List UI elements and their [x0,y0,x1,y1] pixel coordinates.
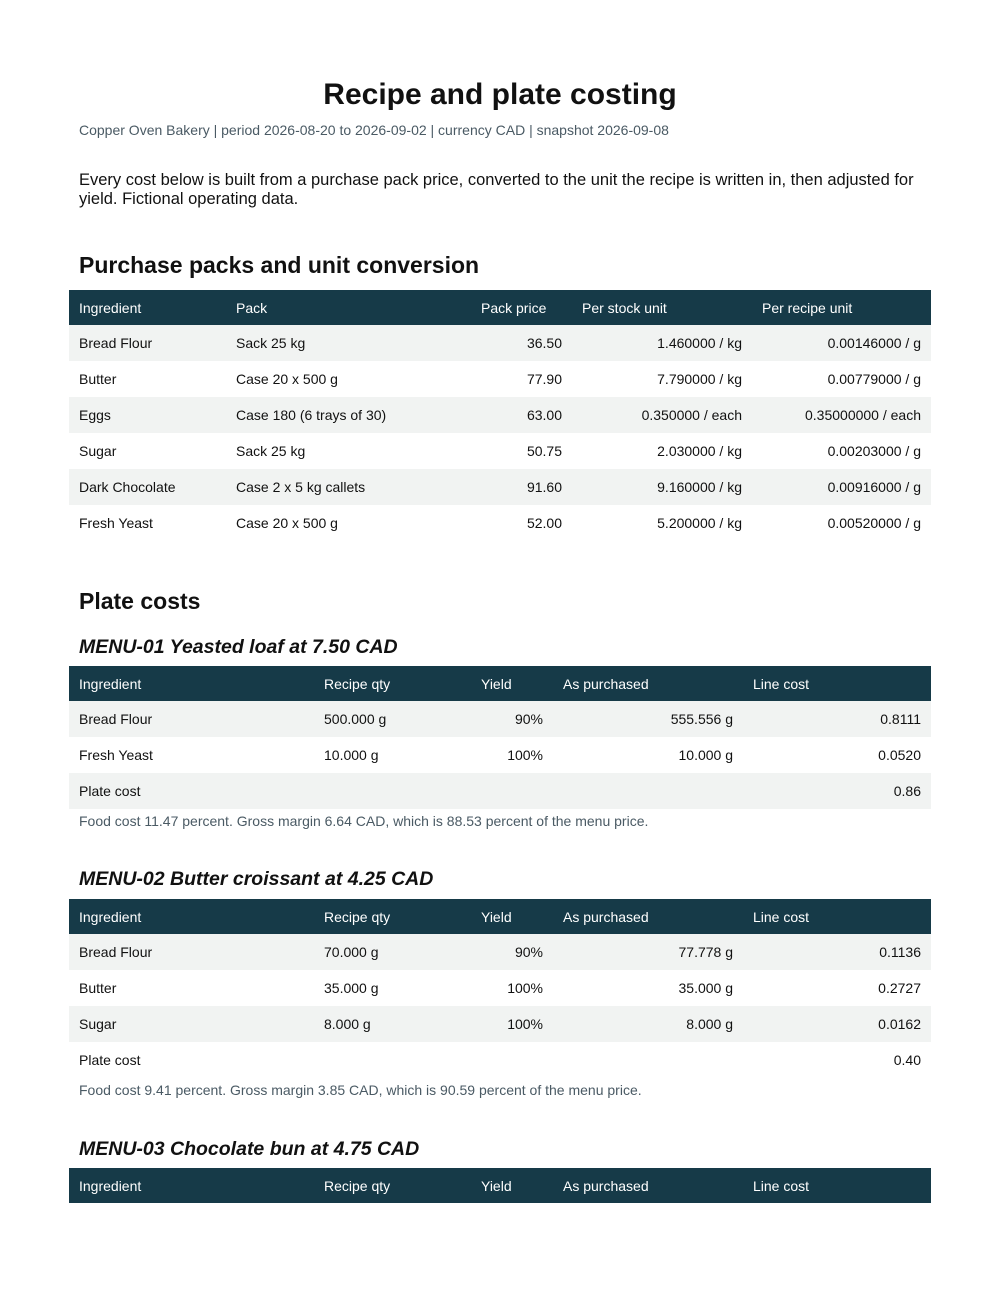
plate-cost-label: Plate cost [69,773,314,809]
packs-header-row [69,290,931,325]
pack-cell: Sack 25 kg [226,433,471,469]
ingredient-cell: Butter [69,361,226,397]
plate-cost-label: Plate cost [69,1042,314,1078]
pack-cell: Case 20 x 500 g [226,505,471,541]
per-recipe-unit-cell: 0.00520000 / g [752,505,931,541]
menu-title: MENU-03 Chocolate bun at 4.75 CAD [79,1138,420,1160]
yield-cell: 90% [471,934,553,970]
table-row [69,1006,931,1042]
ingredient-cell: Bread Flour [69,325,226,361]
ingredient-cell: Bread Flour [69,934,314,970]
per-recipe-unit-cell: 0.00916000 / g [752,469,931,505]
per-recipe-unit-cell: 0.00146000 / g [752,325,931,361]
pack-price-cell: 91.60 [471,469,572,505]
as-purchased-cell: 35.000 g [553,970,743,1006]
per-stock-unit-cell: 7.790000 / kg [572,361,752,397]
column-header: As purchased [553,899,743,934]
per-stock-unit-cell: 1.460000 / kg [572,325,752,361]
column-header: Line cost [743,899,931,934]
recipe-qty-cell: 10.000 g [314,737,471,773]
menu-note: Food cost 11.47 percent. Gross margin 6.64 CAD, which is 88.53 percent of the menu price. [79,813,649,829]
plate-cost-row [69,773,931,809]
line-cost-cell: 0.2727 [743,970,931,1006]
pack-price-cell: 52.00 [471,505,572,541]
column-header: Ingredient [69,899,314,934]
column-header: Line cost [743,666,931,701]
menu-table [69,899,931,1078]
ingredient-cell: Eggs [69,397,226,433]
pack-price-cell: 77.90 [471,361,572,397]
recipe-qty-cell: 8.000 g [314,1006,471,1042]
yield-cell: 100% [471,970,553,1006]
per-stock-unit-cell: 9.160000 / kg [572,469,752,505]
pack-price-cell: 36.50 [471,325,572,361]
pack-price-cell: 63.00 [471,397,572,433]
column-header: Line cost [743,1168,931,1203]
table-row [69,505,931,541]
as-purchased-cell: 10.000 g [553,737,743,773]
yield-cell: 100% [471,1006,553,1042]
yield-cell: 100% [471,737,553,773]
pack-cell: Case 2 x 5 kg callets [226,469,471,505]
ingredient-cell: Fresh Yeast [69,737,314,773]
ingredient-cell: Sugar [69,1006,314,1042]
pack-price-cell: 50.75 [471,433,572,469]
menu-note: Food cost 9.41 percent. Gross margin 3.85 CAD, which is 90.59 percent of the menu price. [79,1082,642,1098]
table-row [69,737,931,773]
table-row [69,469,931,505]
recipe-qty-cell: 35.000 g [314,970,471,1006]
column-header: Recipe qty [314,899,471,934]
per-stock-unit-cell: 5.200000 / kg [572,505,752,541]
column-header: As purchased [553,666,743,701]
plate-cost-row [69,1042,931,1078]
column-header: Recipe qty [314,666,471,701]
yield-cell: 90% [471,701,553,737]
intro-paragraph: Every cost below is built from a purchase pack price, converted to the unit the recipe is written in, then adjusted for yield. Fictional operating data. [79,171,914,208]
column-header: Ingredient [69,666,314,701]
pack-cell: Sack 25 kg [226,325,471,361]
table-row [69,397,931,433]
plate-cost-value: 0.86 [743,773,931,809]
recipe-qty-cell: 500.000 g [314,701,471,737]
ingredient-cell: Fresh Yeast [69,505,226,541]
pack-cell: Case 180 (6 trays of 30) [226,397,471,433]
recipe-qty-cell: 70.000 g [314,934,471,970]
table-row [69,934,931,970]
per-stock-unit-cell: 0.350000 / each [572,397,752,433]
column-header: Yield [471,1168,553,1203]
menu-header-row [69,899,931,934]
packs-table [69,290,931,541]
menu-title: MENU-01 Yeasted loaf at 7.50 CAD [79,636,398,658]
line-cost-cell: 0.8111 [743,701,931,737]
column-header: Per stock unit [572,290,752,325]
column-header: Ingredient [69,1168,314,1203]
pack-cell: Case 20 x 500 g [226,361,471,397]
column-header: Recipe qty [314,1168,471,1203]
table-row [69,325,931,361]
menu-header-row [69,666,931,701]
as-purchased-cell: 555.556 g [553,701,743,737]
table-row [69,970,931,1006]
menu-table [69,1168,931,1203]
column-header: Per recipe unit [752,290,931,325]
line-cost-cell: 0.1136 [743,934,931,970]
per-recipe-unit-cell: 0.35000000 / each [752,397,931,433]
column-header: Ingredient [69,290,226,325]
packs-heading: Purchase packs and unit conversion [79,252,480,278]
ingredient-cell: Butter [69,970,314,1006]
per-recipe-unit-cell: 0.00203000 / g [752,433,931,469]
menu-header-row [69,1168,931,1203]
table-row [69,701,931,737]
ingredient-cell: Bread Flour [69,701,314,737]
as-purchased-cell: 8.000 g [553,1006,743,1042]
menu-title: MENU-02 Butter croissant at 4.25 CAD [79,868,434,890]
ingredient-cell: Sugar [69,433,226,469]
column-header: Pack price [471,290,572,325]
page-subtitle: Copper Oven Bakery | period 2026-08-20 to 2026-09-02 | currency CAD | snapshot 2026-09-08 [79,122,669,138]
plate-cost-value: 0.40 [743,1042,931,1078]
column-header: As purchased [553,1168,743,1203]
line-cost-cell: 0.0520 [743,737,931,773]
page-title: Recipe and plate costing [323,78,677,111]
line-cost-cell: 0.0162 [743,1006,931,1042]
column-header: Yield [471,899,553,934]
table-row [69,433,931,469]
as-purchased-cell: 77.778 g [553,934,743,970]
plates-heading: Plate costs [79,588,201,614]
menu-table [69,666,931,809]
column-header: Pack [226,290,471,325]
per-recipe-unit-cell: 0.00779000 / g [752,361,931,397]
per-stock-unit-cell: 2.030000 / kg [572,433,752,469]
ingredient-cell: Dark Chocolate [69,469,226,505]
table-row [69,361,931,397]
column-header: Yield [471,666,553,701]
